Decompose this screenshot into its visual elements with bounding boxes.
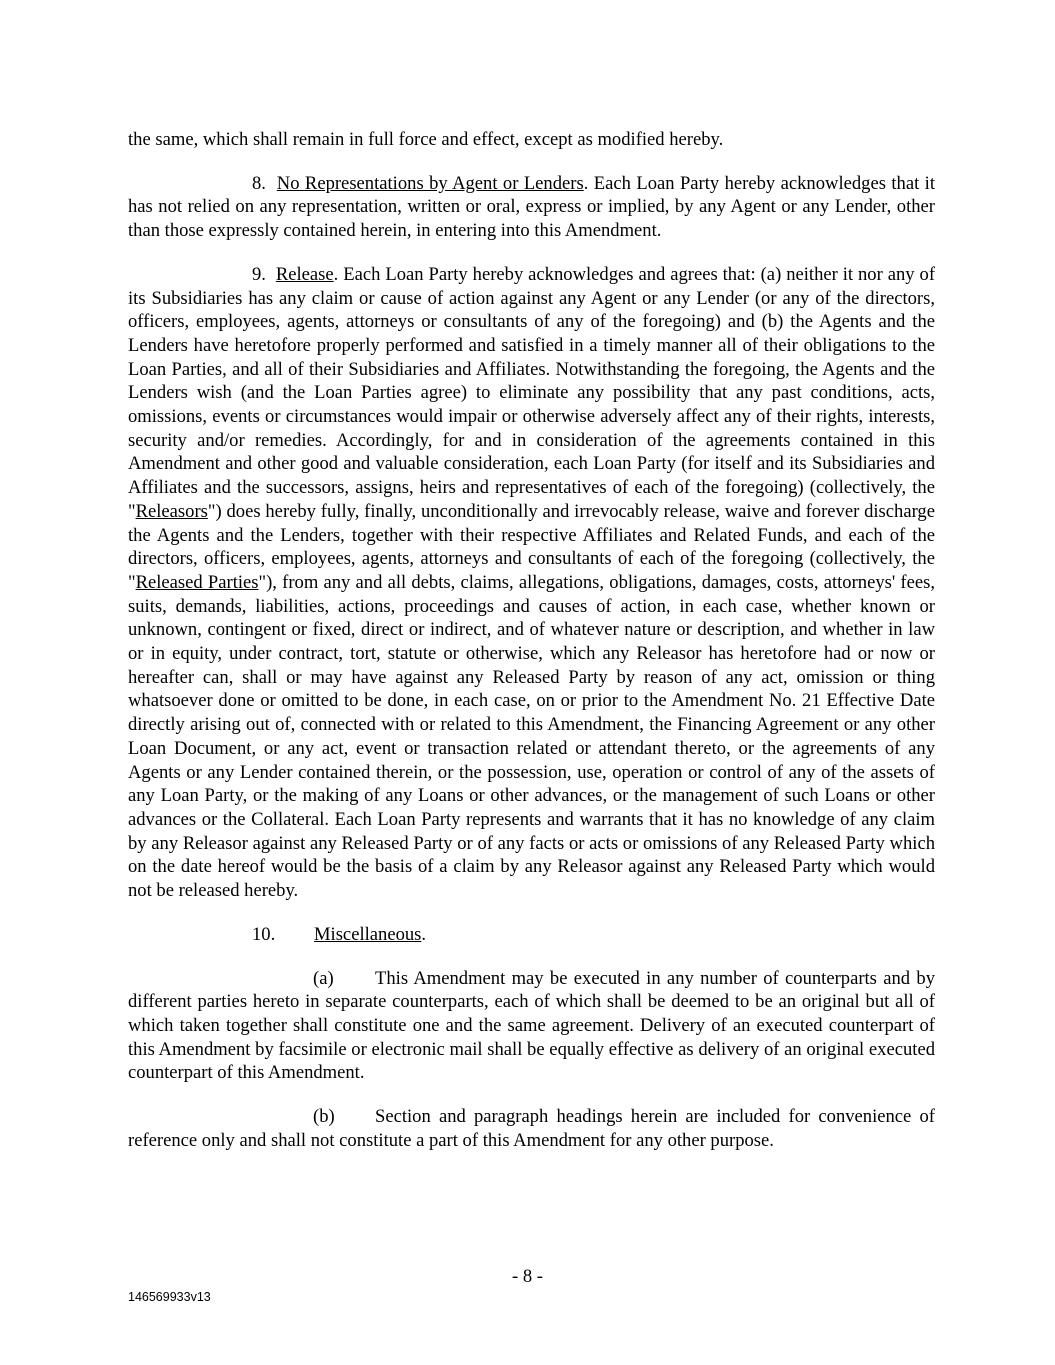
section-9-heading: Release	[275, 263, 334, 285]
section-8-heading: No Representations by Agent or Lenders	[276, 172, 584, 194]
defined-term-released-parties: Released Parties	[135, 571, 259, 593]
section-9-body-c: "), from any and all debts, claims, allegations, obligations, damages, costs, attorneys' fees, suits, demands, liabilities, actions, proceedings and causes of action, in each case, whether known or unknown, contingent or fixed, direct or indirect, and of whatever nature or description, and whether in law or in equity, under contract, tort, statute or otherwise, which any Releasor has heretofore had or now or hereafter can, shall or may have against any Released Party by reason of any act, omission or thing whatsoever done or omitted to be done, in each case, on or prior to the Amendment No. 21 Effective Date directly arising out of, connected with or related to this Amendment, the Financing Agreement or any other Loan Document, or any act, event or transaction related or attendant thereto, or the agreements of any Agents or any Lender contained therein, or the possession, use, operation or control of any of the assets of any Loan Party, or the making of any Loans or other advances, or the management of such Loans or other advances or the Collateral. Each Loan Party represents and warrants that it has no knowledge of any claim by any Releasor against any Released Party or of any facts or acts or omissions of any Released Party which on the date hereof would be the basis of a claim by any Releasor against any Released Party which would not be released hereby.	[128, 571, 935, 902]
section-10-heading-line	[128, 923, 935, 947]
document-page	[128, 128, 935, 1152]
section-10-heading: Miscellaneous	[314, 923, 422, 945]
section-10-period: .	[421, 923, 427, 945]
section-9-paragraph	[128, 263, 935, 903]
section-10a-paragraph	[128, 967, 935, 1086]
section-10a-body: This Amendment may be executed in any number of counterparts and by different parties hereto in separate counterparts, each of which shall be deemed to be an original but all of which taken together shall constitute one and the same agreement. Delivery of an executed counterpart of this Amendment by facsimile or electronic mail shall be equally effective as delivery of an original executed counterpart of this Amendment.	[128, 967, 935, 1084]
section-8-body: . Each Loan Party hereby acknowledges that it has not relied on any representation, written or oral, express or implied, by any Agent or any Lender, other than those expressly contained herein, in entering into this Amendment.	[128, 172, 935, 242]
section-8-paragraph	[128, 172, 935, 243]
section-10b-number: (b)	[313, 1106, 335, 1128]
section-10-number: 10.	[252, 923, 276, 945]
page-number: - 8 -	[512, 1266, 543, 1287]
defined-term-releasors: Releasors	[135, 500, 208, 522]
section-10b-paragraph	[128, 1105, 935, 1152]
section-9-number: 9.	[252, 263, 266, 285]
section-9-body-b: ") does hereby fully, finally, unconditionally and irrevocably release, waive and forever discharge the Agents and the Lenders, together with their respective Affiliates and Related Funds, and each of the directors, officers, employees, agents, attorneys and consultants of each of the foregoing (collectively, the "	[128, 500, 935, 593]
carryover-paragraph: the same, which shall remain in full force and effect, except as modified hereby.	[128, 129, 724, 150]
section-9-body-a: . Each Loan Party hereby acknowledges and agrees that: (a) neither it nor any of its Subsidiaries has any claim or cause of action against any Agent or any Lender (or any of the directors, officers, employees, agents, attorneys or consultants of any of the foregoing) and (b) the Agents and the Lenders have heretofore properly performed and satisfied in a timely manner all of their obligations to the Loan Parties, and all of their Subsidiaries and Affiliates. Notwithstanding the foregoing, the Agents and the Lenders wish (and the Loan Parties agree) to eliminate any possibility that any past conditions, acts, omissions, events or circumstances would impair or otherwise adversely affect any of their rights, interests, security and/or remedies. Accordingly, for and in consideration of the agreements contained in this Amendment and other good and valuable consideration, each Loan Party (for itself and its Subsidiaries and Affiliates and the successors, assigns, heirs and representatives of each of the foregoing) (collectively, the "	[128, 263, 936, 522]
section-8-number: 8.	[252, 172, 266, 194]
section-10b-body: Section and paragraph headings herein are included for convenience of reference only and shall not constitute a part of this Amendment for any other purpose.	[128, 1106, 935, 1151]
section-10a-number: (a)	[313, 967, 334, 989]
document-id: 146569933v13	[128, 1290, 211, 1304]
